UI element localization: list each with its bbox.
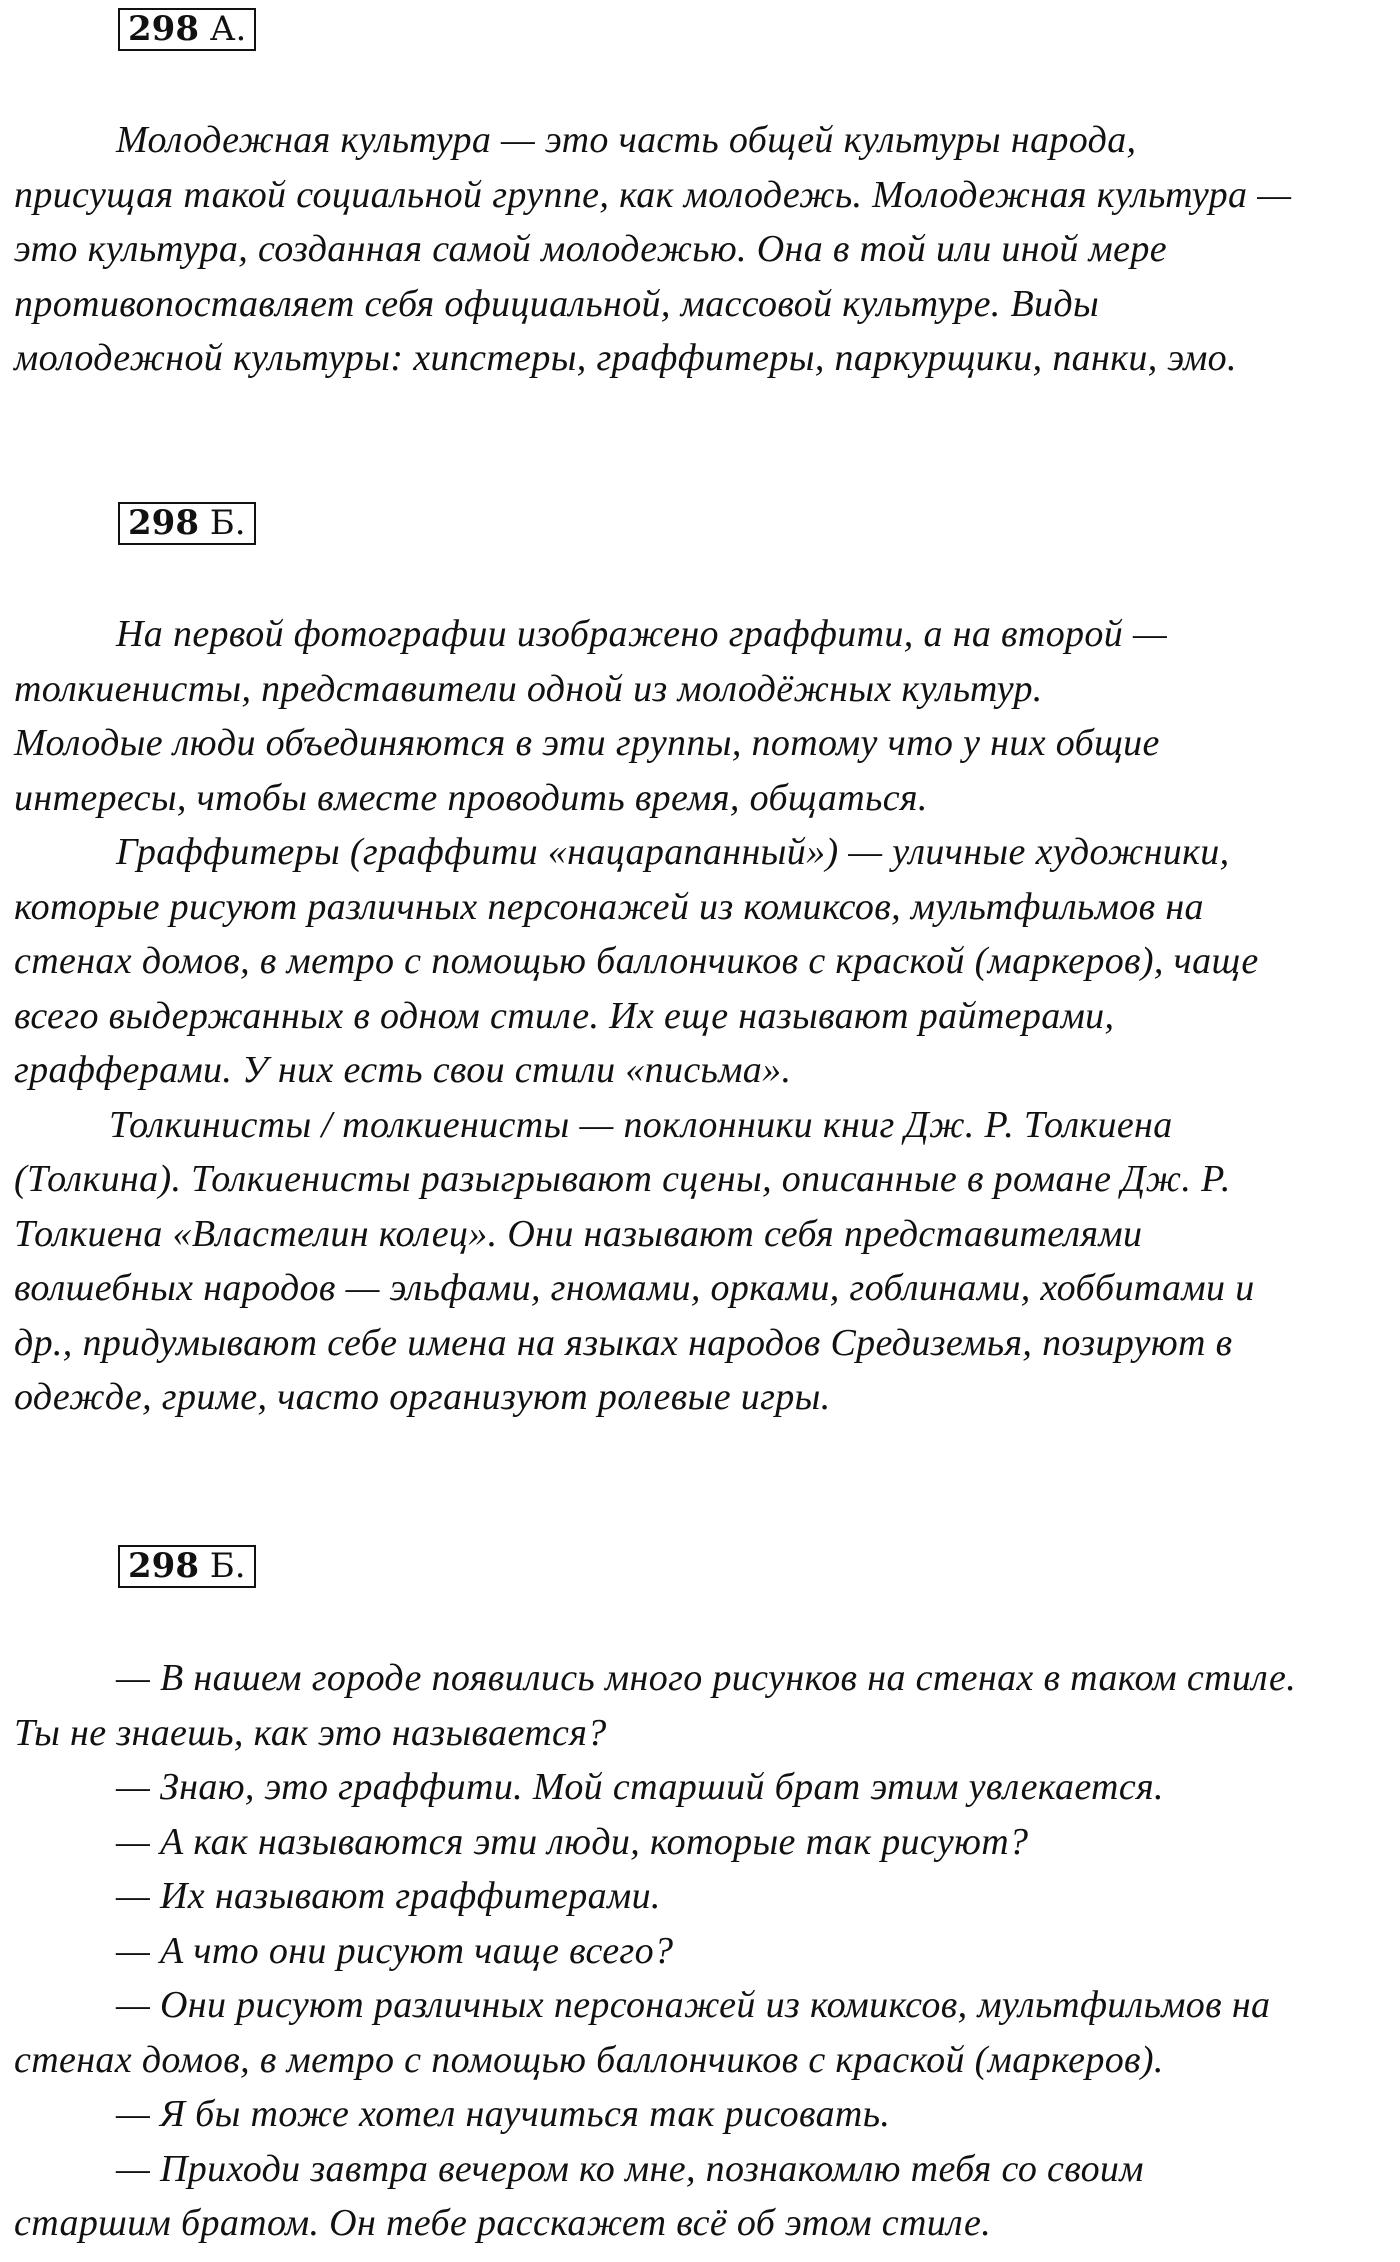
exercise-letter: Б. xyxy=(209,1546,246,1586)
exercise-label-298b xyxy=(118,502,256,545)
exercise-letter: А. xyxy=(209,9,247,49)
dialogue-line: — А что они рисуют чаще всего? xyxy=(116,1929,674,1972)
dialogue-line: — А как называются эти люди, которые так рисуют? xyxy=(116,1820,1029,1863)
exercise-letter: Б. xyxy=(209,503,246,543)
section-298b-dialogue xyxy=(14,1651,1386,2251)
dialogue-line: — Их называют граффитерами. xyxy=(116,1875,661,1917)
exercise-label-298a xyxy=(118,8,256,51)
exercise-number: 298 xyxy=(128,9,199,49)
exercise-label-298b-dialogue xyxy=(118,1545,256,1588)
section-298b-text xyxy=(14,607,1386,1425)
dialogue-line: — В нашем городе появились много рисунков на стенах в таком стиле. Ты не знаешь, как это называется? xyxy=(14,1657,1297,1754)
dialogue-line: — Я бы тоже хотел научиться так рисовать. xyxy=(116,2093,891,2135)
paragraph: Толкинисты / толкиенисты — поклонники книг Дж. Р. Толкиена (Толкина). Толкиенисты разыгрывают сцены, описанные в романе Дж. Р. Толкиена «Властелин колец». Они называют себя представителями волшебных народов — эльфами, гномами, орками, гоблинами, хоббитами и др., придумывают себе имена на языках народов Средиземья, позируют в одежде, гриме, часто организуют ролевые игры. xyxy=(14,1103,1255,1418)
paragraph: Молодежная культура — это часть общей культуры народа, присущая такой социальной группе, как молодежь. Молодежная культура — это культура, созданная самой молодежью. Она в той или иной мере противопоставляет себя официальной, массовой культуре. Виды молодежной культуры: хипстеры, граффитеры, паркурщики, панки, эмо. xyxy=(14,119,1292,379)
paragraph: Граффитеры (граффити «нацарапанный») — уличные художники, которые рисуют различных персонажей из комиксов, мультфильмов на стенах домов, в метро с помощью баллончиков с краской (маркеров), чаще всего выдержанных в одном стиле. Их еще называют райтерами, графферами. У них есть свои стили «письма». xyxy=(14,831,1259,1091)
dialogue-line: — Приходи завтра вечером ко мне, познакомлю тебя со своим старшим братом. Он тебе расскажет всё об этом стиле. xyxy=(14,2147,1144,2244)
exercise-number: 298 xyxy=(128,503,199,543)
dialogue-line: — Знаю, это граффити. Мой старший брат этим увлекается. xyxy=(116,1766,1164,1808)
section-298a-text xyxy=(14,113,1386,386)
exercise-number: 298 xyxy=(128,1546,199,1586)
paragraph: На первой фотографии изображено граффити, а на второй — толкиенисты, представители одной из молодёжных культур. Молодые люди объединяются в эти группы, потому что у них общие интересы, чтобы вместе проводить время, общаться. xyxy=(14,613,1168,819)
dialogue-line: — Они рисуют различных персонажей из комиксов, мультфильмов на стенах домов, в метро с помощью баллончиков с краской (маркеров). xyxy=(14,1984,1271,2081)
